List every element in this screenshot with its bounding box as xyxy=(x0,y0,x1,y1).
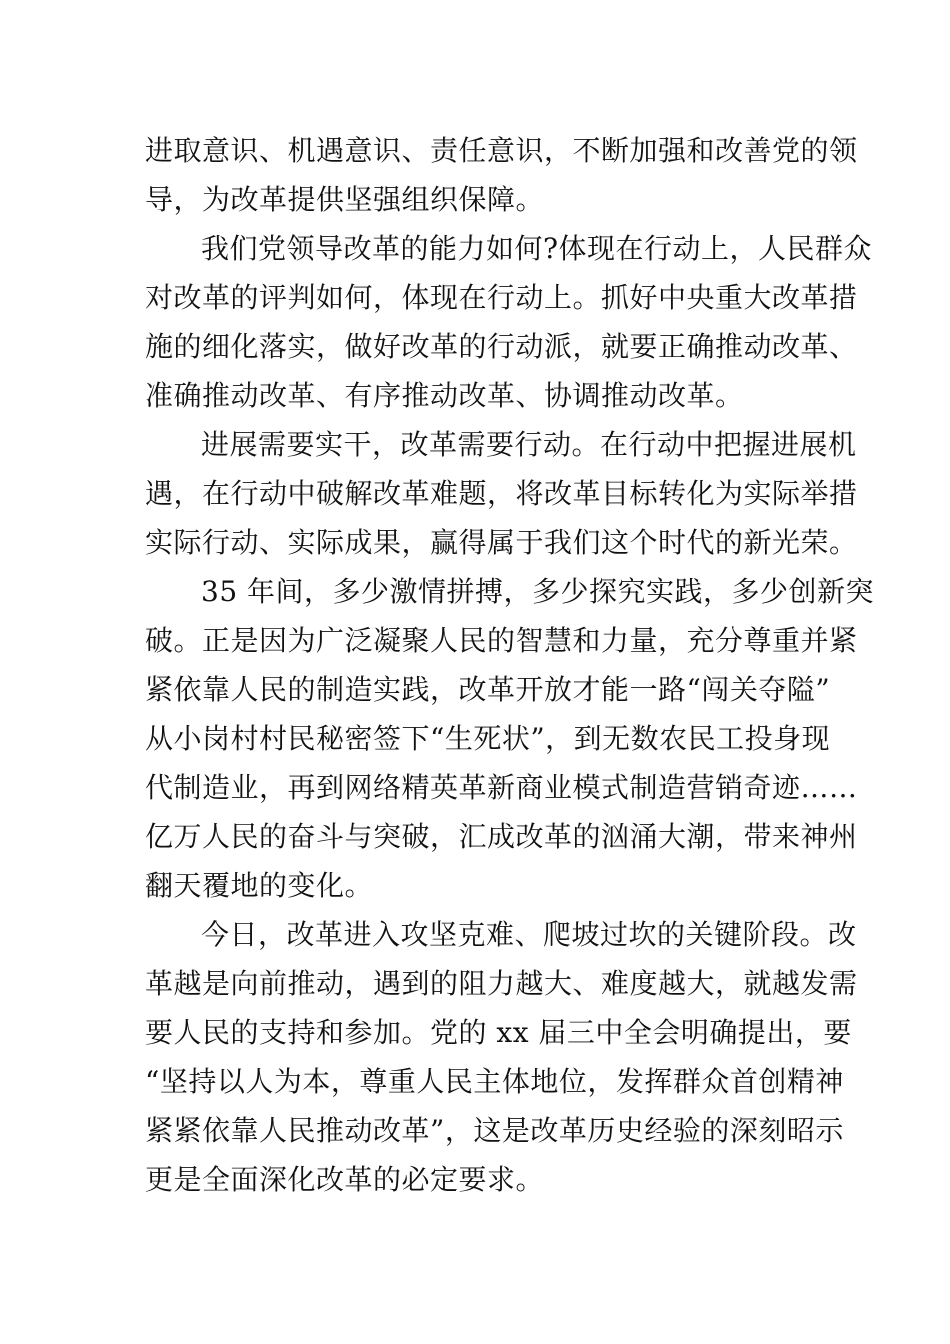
text-line: 实际行动、实际成果，赢得属于我们这个时代的新光荣。 xyxy=(145,526,858,559)
text-line: 对改革的评判如何，体现在行动上。抓好中央重大改革措 xyxy=(145,281,858,314)
text-line: 代制造业，再到网络精英革新商业模式制造营销奇迹…… xyxy=(145,771,858,804)
text-line: 要人民的支持和参加。党的 xx 届三中全会明确提出，要 xyxy=(145,1016,852,1049)
text-line: 准确推动改革、有序推动改革、协调推动改革。 xyxy=(145,379,744,412)
paragraph-2 xyxy=(145,224,873,420)
text-line: 35 年间，多少激情拼搏，多少探究实践，多少创新突 xyxy=(201,575,875,608)
text-line: 我们党领导改革的能力如何?体现在行动上，人民群众 xyxy=(201,232,873,265)
text-line: 紧依靠人民的制造实践，改革开放才能一路“闯关夺隘” xyxy=(145,673,831,706)
text-line: 更是全面深化改革的必定要求。 xyxy=(145,1163,545,1196)
text-line: 施的细化落实，做好改革的行动派，就要正确推动改革、 xyxy=(145,330,858,363)
text-line: 进展需要实干，改革需要行动。在行动中把握进展机 xyxy=(201,428,857,461)
text-line: “坚持以人为本，尊重人民主体地位，发挥群众首创精神 xyxy=(145,1065,844,1098)
text-line: 导，为改革提供坚强组织保障。 xyxy=(145,183,545,216)
text-line: 从小岗村村民秘密签下“生死状”，到无数农民工投身现 xyxy=(145,722,831,755)
text-line: 破。正是因为广泛凝聚人民的智慧和力量，充分尊重并紧 xyxy=(145,624,858,657)
text-line: 紧紧依靠人民推动改革”，这是改革历史经验的深刻昭示 xyxy=(145,1114,844,1147)
document-body xyxy=(145,126,875,1204)
text-line: 亿万人民的奋斗与突破，汇成改革的汹涌大潮，带来神州 xyxy=(145,820,858,853)
text-line: 翻天覆地的变化。 xyxy=(145,869,374,902)
paragraph-3 xyxy=(145,420,858,567)
text-line: 革越是向前推动，遇到的阻力越大、难度越大，就越发需 xyxy=(145,967,858,1000)
text-line: 遇，在行动中破解改革难题，将改革目标转化为实际举措 xyxy=(145,477,858,510)
text-line: 进取意识、机遇意识、责任意识，不断加强和改善党的领 xyxy=(145,134,858,167)
paragraph-4 xyxy=(145,567,875,910)
paragraph-1 xyxy=(145,126,858,224)
text-line: 今日，改革进入攻坚克难、爬坡过坎的关键阶段。改 xyxy=(201,918,857,951)
paragraph-5 xyxy=(145,910,858,1204)
